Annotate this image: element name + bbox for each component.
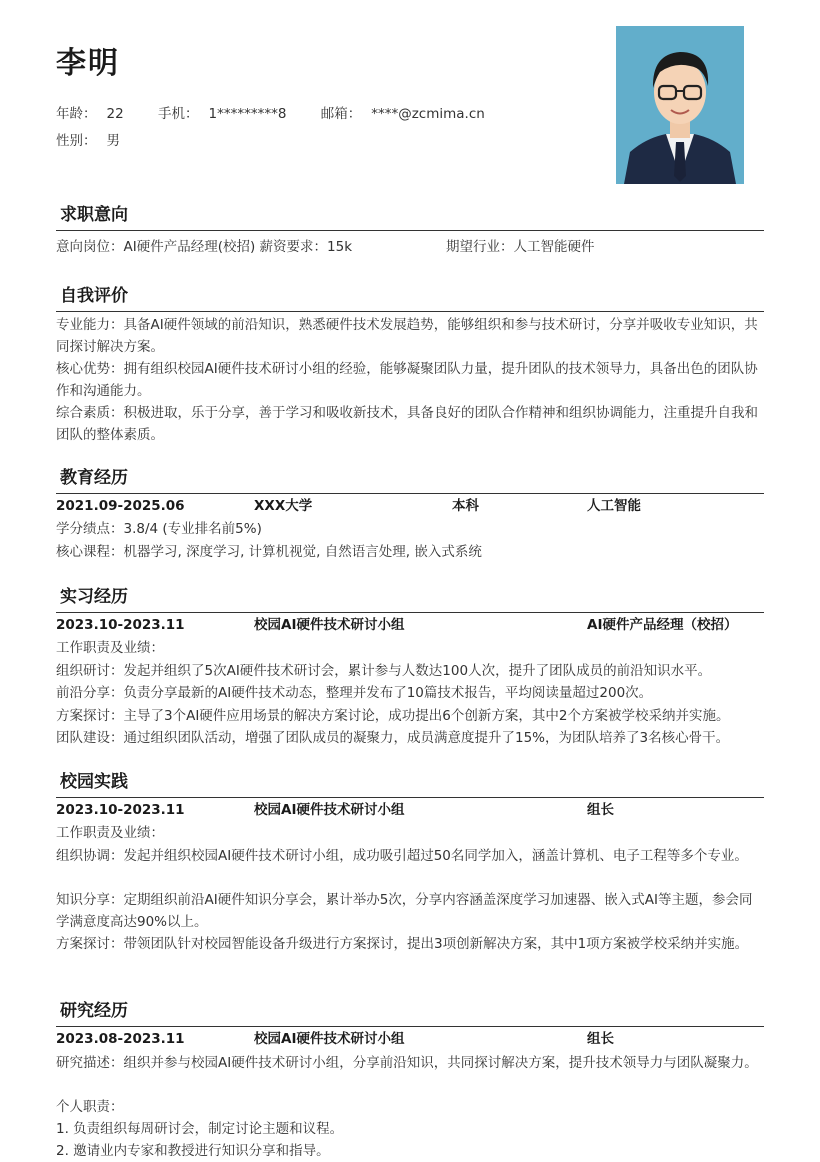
internship-date: 2023.10-2023.11 (56, 617, 185, 633)
campus-duty-item: 知识分享：定期组织前沿AI硬件知识分享会，累计举办5次，分享内容涵盖深度学习加速器、嵌入式AI等主题，参会同学满意度高达90%以上。 (56, 892, 753, 930)
campus-org: 校园AI硬件技术研讨小组 (254, 802, 405, 818)
internship-duty-item: 组织研讨：发起并组织了5次AI硬件技术研讨会，累计参与人数达100人次，提升了团队成员的前沿知识水平。 (56, 663, 712, 679)
internship-duty-item: 团队建设：通过组织团队活动，增强了团队成员的凝聚力，成员满意度提升了15%，为团队培养了3名核心骨干。 (56, 730, 730, 746)
phone-field (158, 106, 286, 122)
research-duty-item: 2. 邀请业内专家和教授进行知识分享和指导。 (56, 1143, 330, 1159)
portrait-illustration (616, 26, 744, 184)
contact-row (56, 102, 515, 122)
education-major: 人工智能 (587, 498, 641, 514)
self-eval-core: 核心优势：拥有组织校园AI硬件技术研讨小组的经验，能够凝聚团队力量，提升团队的技术领导力，具备出色的团队协作和沟通能力。 (56, 361, 758, 399)
candidate-name: 李明 (56, 46, 120, 81)
research-header-row (56, 1028, 764, 1050)
campus-date: 2023.10-2023.11 (56, 802, 185, 818)
research-org: 校园AI硬件技术研讨小组 (254, 1031, 405, 1047)
section-title-intent: 求职意向 (56, 200, 764, 231)
gender-value: 男 (106, 133, 120, 149)
campus-duty-item: 组织协调：发起并组织校园AI硬件技术研讨小组，成功吸引超过50名同学加入，涵盖计算机、电子工程等多个专业。 (56, 848, 748, 864)
campus-duties-label: 工作职责及业绩： (56, 825, 164, 841)
age-label: 年龄： (56, 106, 97, 122)
email-label: 邮箱： (320, 106, 362, 122)
section-title-self-eval: 自我评价 (56, 281, 764, 312)
section-title-education: 教育经历 (56, 463, 764, 494)
email-value: ****@zcmima.cn (371, 106, 485, 122)
research-date: 2023.08-2023.11 (56, 1031, 185, 1047)
education-degree: 本科 (452, 498, 479, 514)
campus-duty-item: 方案探讨：带领团队针对校园智能设备升级进行方案探讨，提出3项创新解决方案，其中1项方案被学校采纳并实施。 (56, 936, 749, 952)
education-header-row (56, 495, 764, 517)
education-school: XXX大学 (254, 498, 313, 514)
gender-row (56, 129, 120, 149)
campus-role: 组长 (587, 802, 614, 818)
internship-header-row (56, 614, 764, 636)
internship-org: 校园AI硬件技术研讨小组 (254, 617, 405, 633)
education-courses: 核心课程：机器学习, 深度学习, 计算机视觉, 自然语言处理, 嵌入式系统 (56, 544, 482, 560)
profile-photo (616, 26, 744, 184)
research-role: 组长 (587, 1031, 614, 1047)
campus-header-row (56, 799, 764, 821)
research-duty-item: 1. 负责组织每周研讨会，制定讨论主题和议程。 (56, 1121, 344, 1137)
section-title-research: 研究经历 (56, 996, 764, 1027)
education-date: 2021.09-2025.06 (56, 498, 185, 514)
self-eval-professional: 专业能力：具备AI硬件领域的前沿知识，熟悉硬件技术发展趋势，能够组织和参与技术研讨，分享并吸收专业知识，共同探讨解决方案。 (56, 317, 758, 355)
section-title-campus: 校园实践 (56, 767, 764, 798)
internship-duties-label: 工作职责及业绩： (56, 640, 164, 656)
phone-value: 1*********8 (208, 106, 287, 122)
age-value: 22 (106, 106, 124, 122)
gender-label: 性别： (56, 133, 97, 149)
self-eval-overall: 综合素质：积极进取，乐于分享，善于学习和吸收新技术，具备良好的团队合作精神和组织协调能力，注重提升自我和团队的整体素质。 (56, 405, 758, 443)
phone-label: 手机： (157, 106, 199, 122)
research-duties-label: 个人职责： (56, 1099, 124, 1115)
internship-duty-item: 前沿分享：负责分享最新的AI硬件技术动态，整理并发布了10篇技术报告，平均阅读量超过200次。 (56, 685, 653, 701)
internship-role: AI硬件产品经理（校招） (587, 617, 738, 633)
intent-industry: 期望行业：人工智能硬件 (446, 239, 595, 255)
internship-duty-item: 方案探讨：主导了3个AI硬件应用场景的解决方案讨论，成功提出6个创新方案，其中2个方案被学校采纳并实施。 (56, 708, 730, 724)
email-field (321, 106, 485, 122)
education-gpa: 学分绩点：3.8/4 (专业排名前5%) (56, 521, 262, 537)
intent-position: 意向岗位：AI硬件产品经理(校招) 薪资要求：15k (56, 239, 353, 255)
section-title-internship: 实习经历 (56, 582, 764, 613)
age-field (56, 106, 124, 122)
research-description: 研究描述：组织并参与校园AI硬件技术研讨小组，分享前沿知识，共同探讨解决方案，提升技术领导力与团队凝聚力。 (56, 1055, 758, 1071)
